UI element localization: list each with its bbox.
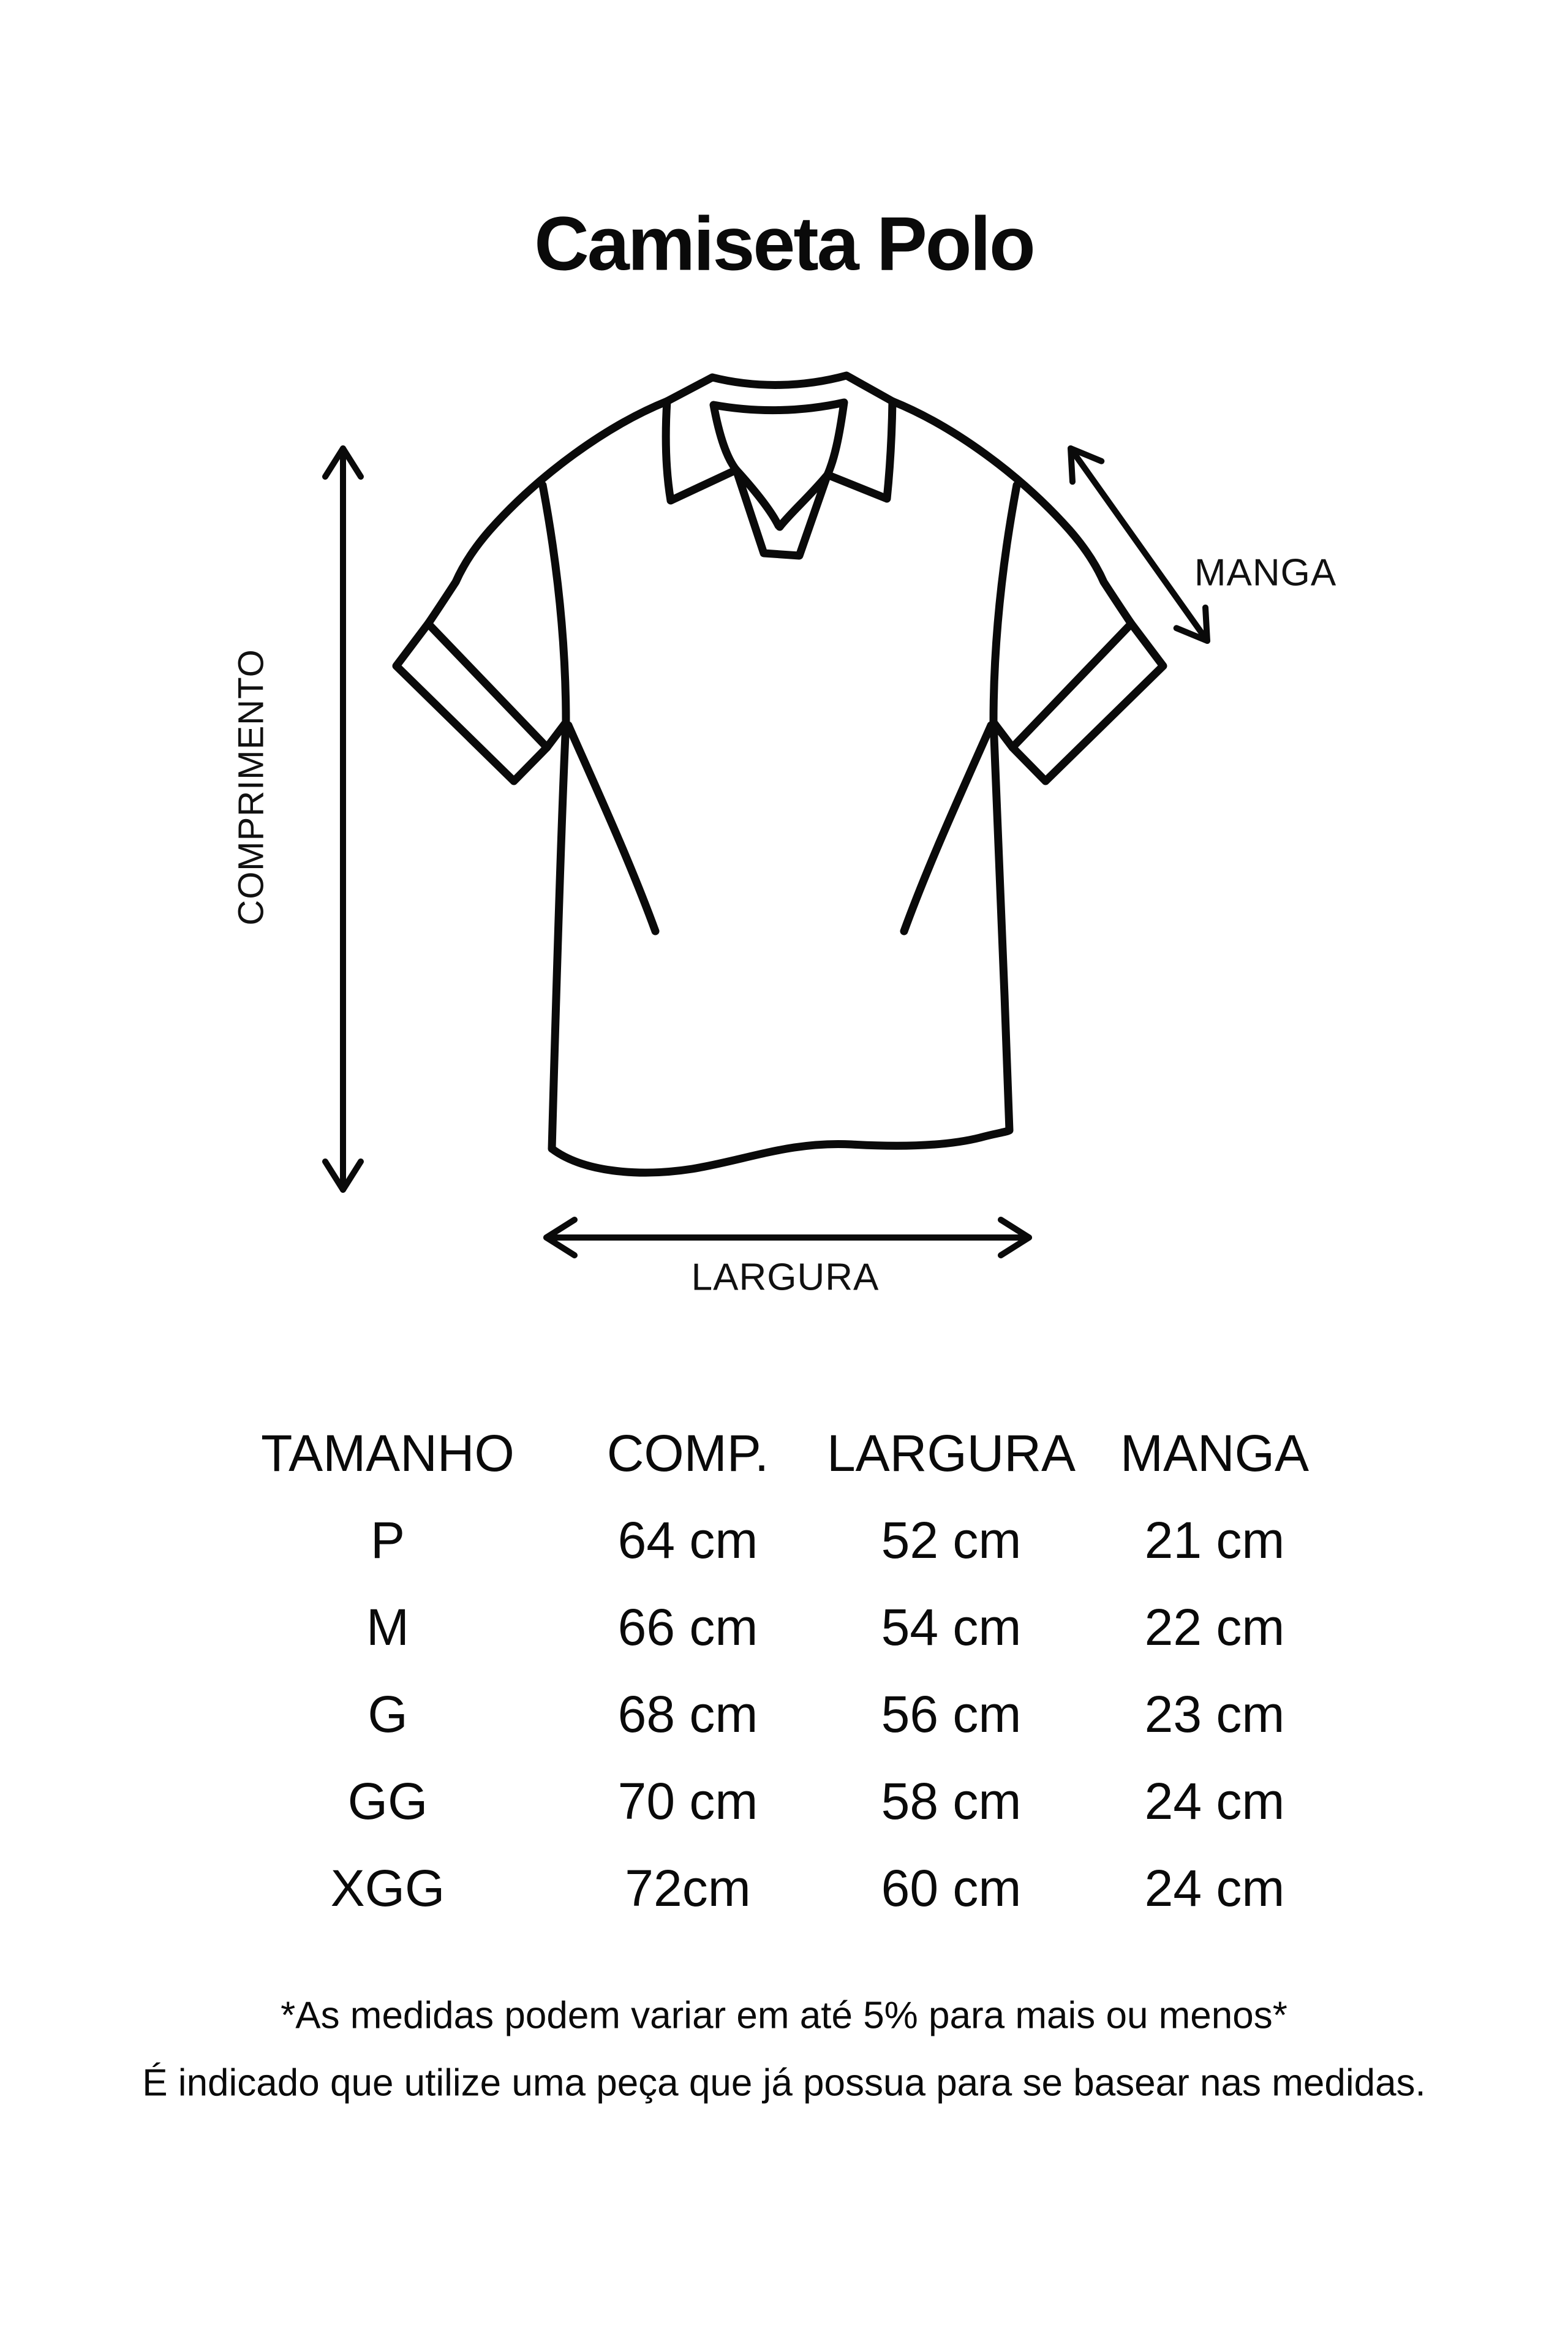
size-g-label: G: [368, 1685, 408, 1743]
footer-note-variation: *As medidas podem variar em até 5% para mais ou menos*: [281, 1994, 1287, 2037]
manga-arrow: [1071, 448, 1207, 641]
size-g-comp: 68 cm: [617, 1685, 758, 1743]
size-p-label: P: [370, 1511, 405, 1569]
size-m-largura: 54 cm: [881, 1598, 1022, 1656]
column-header-manga: MANGA: [1120, 1424, 1310, 1482]
size-gg-comp: 70 cm: [617, 1772, 758, 1830]
size-p-manga: 21 cm: [1144, 1511, 1285, 1569]
column-header-largura: LARGURA: [826, 1424, 1076, 1482]
largura-label: LARGURA: [691, 1256, 880, 1299]
manga-label: MANGA: [1194, 551, 1337, 594]
size-gg-largura: 58 cm: [881, 1772, 1022, 1830]
shirt-collar: [666, 376, 892, 501]
size-xgg-manga: 24 cm: [1144, 1859, 1285, 1917]
column-header-tamanho: TAMANHO: [261, 1424, 514, 1482]
size-xgg-largura: 60 cm: [881, 1859, 1022, 1917]
column-header-comp: COMP.: [606, 1424, 769, 1482]
size-m-manga: 22 cm: [1144, 1598, 1285, 1656]
size-xgg-label: XGG: [330, 1859, 445, 1917]
shirt-sleeve-cuffs: [396, 624, 1163, 781]
size-gg-label: GG: [347, 1772, 428, 1830]
size-xgg-comp: 72cm: [625, 1859, 751, 1917]
shirt-placket: [736, 470, 827, 556]
size-p-largura: 52 cm: [881, 1511, 1022, 1569]
size-m-label: M: [366, 1598, 409, 1656]
size-g-largura: 56 cm: [881, 1685, 1022, 1743]
size-table: [210, 1410, 1337, 1932]
page-title: Camiseta Polo: [534, 202, 1034, 287]
comprimento-label: COMPRIMENTO: [231, 649, 271, 926]
size-gg-manga: 24 cm: [1144, 1772, 1285, 1830]
size-p-comp: 64 cm: [617, 1511, 758, 1569]
shirt-body-outline: [428, 401, 1131, 1173]
footer-note-advice: É indicado que utilize uma peça que já possua para se basear nas medidas.: [142, 2062, 1426, 2104]
size-g-manga: 23 cm: [1144, 1685, 1285, 1743]
size-m-comp: 66 cm: [617, 1598, 758, 1656]
